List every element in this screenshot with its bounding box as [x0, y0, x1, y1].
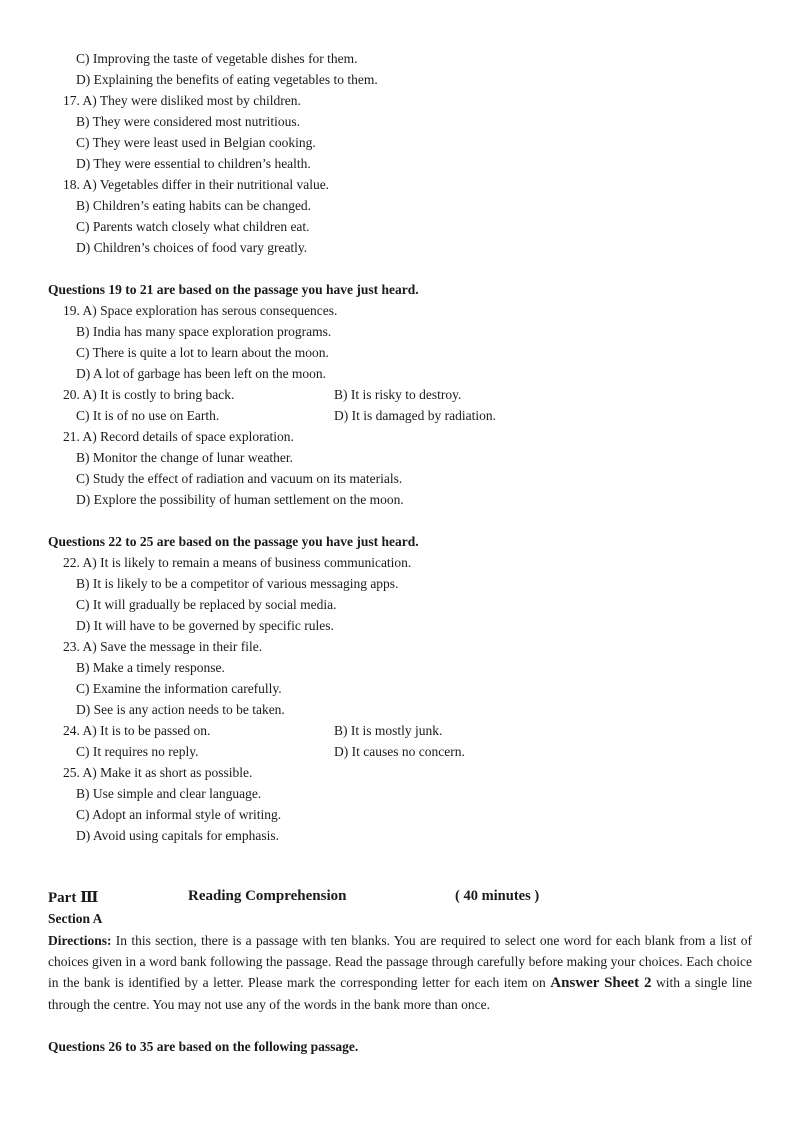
q22-option-c: C) It will gradually be replaced by social media. — [76, 597, 337, 612]
section-heading-26-35: Questions 26 to 35 are based on the following passage. — [48, 1039, 359, 1054]
q18-option-c: C) Parents watch closely what children eat. — [76, 219, 310, 234]
q19-option-a: 19. A) Space exploration has serous consequences. — [63, 303, 338, 318]
q22-option-d: D) It will have to be governed by specific rules. — [76, 618, 334, 633]
part-label: Part Ⅲ — [48, 890, 99, 906]
q25-option-c: C) Adopt an informal style of writing. — [76, 807, 282, 822]
directions-text-1: In this section, there is a passage with ten blanks. You are required to select one word for each blank from a list of choices given in a word bank following the passage. Read the passage through carefully before making your choices. Each choice in the bank is identified by a letter. Please mark the corresponding letter for each item on — [48, 933, 752, 990]
q23-option-a: 23. A) Save the message in their file. — [63, 639, 263, 654]
q25-option-b: B) Use simple and clear language. — [76, 786, 262, 801]
q17-option-d: D) They were essential to children’s health. — [76, 156, 311, 171]
q23-option-d: D) See is any action needs to be taken. — [76, 702, 285, 717]
q24-option-b: B) It is mostly junk. — [334, 723, 443, 738]
q18-option-b: B) Children’s eating habits can be changed. — [76, 198, 312, 213]
q21-option-b: B) Monitor the change of lunar weather. — [76, 450, 294, 465]
q22-option-b: B) It is likely to be a competitor of various messaging apps. — [76, 576, 399, 591]
q20-option-a: 20. A) It is costly to bring back. — [63, 387, 235, 402]
q19-option-c: C) There is quite a lot to learn about the moon. — [76, 345, 329, 360]
q20-option-b: B) It is risky to destroy. — [334, 387, 462, 402]
q19-option-d: D) A lot of garbage has been left on the moon. — [76, 366, 327, 381]
q23-option-c: C) Examine the information carefully. — [76, 681, 282, 696]
q23-option-b: B) Make a timely response. — [76, 660, 225, 675]
q17-option-c: C) They were least used in Belgian cooking. — [76, 135, 316, 150]
directions-text-2: with a single line through the centre. You may not use any of the words in the bank more than once. — [48, 975, 753, 1012]
part-time: ( 40 minutes ) — [455, 888, 540, 904]
q24-option-c: C) It requires no reply. — [76, 744, 199, 759]
q20-option-c: C) It is of no use on Earth. — [76, 408, 220, 423]
directions-paragraph — [48, 930, 752, 1015]
section-heading-22-25: Questions 22 to 25 are based on the passage you have just heard. — [48, 534, 419, 549]
q21-option-c: C) Study the effect of radiation and vacuum on its materials. — [76, 471, 403, 486]
q22-option-a: 22. A) It is likely to remain a means of business communication. — [63, 555, 412, 570]
q25-option-a: 25. A) Make it as short as possible. — [63, 765, 253, 780]
q17-option-b: B) They were considered most nutritious. — [76, 114, 300, 129]
q18-option-a: 18. A) Vegetables differ in their nutritional value. — [63, 177, 330, 192]
q17-option-a: 17. A) They were disliked most by children. — [63, 93, 301, 108]
q19-option-b: B) India has many space exploration programs. — [76, 324, 332, 339]
q25-option-d: D) Avoid using capitals for emphasis. — [76, 828, 279, 843]
section-label: Section A — [48, 911, 103, 926]
q16-option-d: D) Explaining the benefits of eating vegetables to them. — [76, 72, 378, 87]
part-title: Reading Comprehension — [188, 888, 347, 904]
q24-option-d: D) It causes no concern. — [334, 744, 465, 759]
section-heading-19-21: Questions 19 to 21 are based on the passage you have just heard. — [48, 282, 419, 297]
q18-option-d: D) Children’s choices of food vary greatly. — [76, 240, 308, 255]
part-header — [48, 888, 768, 908]
q24-option-a: 24. A) It is to be passed on. — [63, 723, 211, 738]
q21-option-a: 21. A) Record details of space exploration. — [63, 429, 294, 444]
q21-option-d: D) Explore the possibility of human settlement on the moon. — [76, 492, 404, 507]
q20-option-d: D) It is damaged by radiation. — [334, 408, 496, 423]
q16-option-c: C) Improving the taste of vegetable dishes for them. — [76, 51, 358, 66]
directions-label: Directions: — [48, 933, 112, 948]
answer-sheet-reference: Answer Sheet 2 — [550, 975, 652, 991]
